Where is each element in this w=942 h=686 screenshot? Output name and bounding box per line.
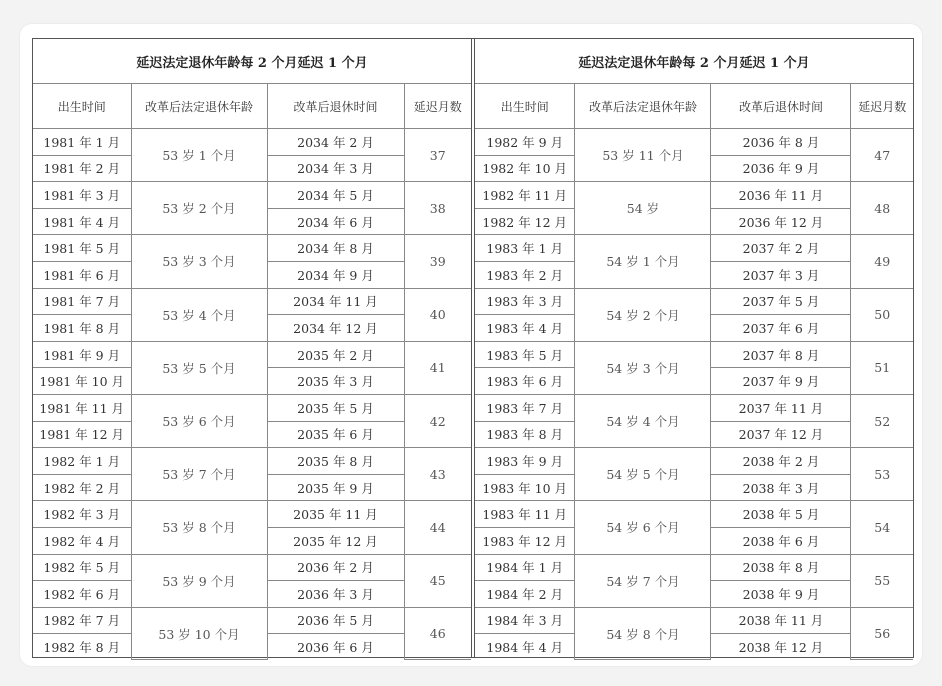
retirement-age-cell: 54 岁 7 个月 (575, 554, 711, 607)
table-row (475, 394, 913, 421)
delay-months-cell: 43 (404, 448, 471, 501)
birth-time-cell: 1981 年 6 月 (33, 261, 131, 288)
birth-time-cell: 1982 年 9 月 (475, 129, 575, 156)
retirement-age-cell: 53 岁 10 个月 (131, 607, 267, 660)
birth-time-cell: 1981 年 10 月 (33, 368, 131, 395)
birth-time-cell: 1982 年 10 月 (475, 155, 575, 182)
birth-time-cell: 1983 年 11 月 (475, 501, 575, 528)
retirement-age-cell: 53 岁 4 个月 (131, 288, 267, 341)
retirement-time-cell: 2038 年 11 月 (711, 607, 851, 634)
delay-months-cell: 52 (851, 394, 913, 447)
retirement-time-cell: 2036 年 11 月 (711, 182, 851, 209)
retirement-age-cell: 54 岁 (575, 182, 711, 235)
retirement-time-cell: 2038 年 5 月 (711, 501, 851, 528)
retirement-age-cell: 53 岁 8 个月 (131, 501, 267, 554)
birth-time-cell: 1981 年 11 月 (33, 394, 131, 421)
delay-months-cell: 51 (851, 341, 913, 394)
birth-time-cell: 1981 年 1 月 (33, 129, 131, 156)
birth-time-cell: 1981 年 4 月 (33, 208, 131, 235)
retirement-age-cell: 54 岁 4 个月 (575, 394, 711, 447)
delay-months-cell: 53 (851, 448, 913, 501)
birth-time-cell: 1981 年 2 月 (33, 155, 131, 182)
retirement-time-cell: 2038 年 8 月 (711, 554, 851, 581)
left-table-title: 延迟法定退休年龄每 2 个月延迟 1 个月 (33, 39, 471, 84)
delay-months-cell: 49 (851, 235, 913, 288)
retirement-time-cell: 2036 年 2 月 (267, 554, 404, 581)
birth-time-cell: 1981 年 5 月 (33, 235, 131, 262)
retirement-time-cell: 2035 年 3 月 (267, 368, 404, 395)
retirement-age-cell: 54 岁 1 个月 (575, 235, 711, 288)
retirement-age-cell: 54 岁 8 个月 (575, 607, 711, 660)
delay-months-cell: 38 (404, 182, 471, 235)
birth-time-header: 出生时间 (33, 84, 131, 129)
birth-time-cell: 1981 年 9 月 (33, 341, 131, 368)
birth-time-cell: 1982 年 6 月 (33, 581, 131, 608)
retirement-time-cell: 2037 年 6 月 (711, 315, 851, 342)
birth-time-cell: 1981 年 3 月 (33, 182, 131, 209)
delay-months-cell: 46 (404, 607, 471, 660)
table-row (475, 182, 913, 209)
birth-time-cell: 1984 年 3 月 (475, 607, 575, 634)
left-table (33, 39, 471, 660)
birth-time-cell: 1984 年 1 月 (475, 554, 575, 581)
retirement-time-cell: 2035 年 11 月 (267, 501, 404, 528)
birth-time-cell: 1983 年 10 月 (475, 474, 575, 501)
retirement-time-cell: 2034 年 3 月 (267, 155, 404, 182)
retirement-time-cell: 2038 年 2 月 (711, 448, 851, 475)
retirement-time-cell: 2035 年 12 月 (267, 527, 404, 554)
retirement-age-header: 改革后法定退休年龄 (131, 84, 267, 129)
retirement-time-cell: 2037 年 3 月 (711, 261, 851, 288)
retirement-time-cell: 2037 年 8 月 (711, 341, 851, 368)
retirement-time-cell: 2036 年 6 月 (267, 634, 404, 660)
retirement-age-cell: 53 岁 9 个月 (131, 554, 267, 607)
retirement-age-cell: 54 岁 2 个月 (575, 288, 711, 341)
birth-time-cell: 1983 年 5 月 (475, 341, 575, 368)
birth-time-cell: 1983 年 4 月 (475, 315, 575, 342)
birth-time-cell: 1983 年 2 月 (475, 261, 575, 288)
birth-time-cell: 1983 年 7 月 (475, 394, 575, 421)
delay-months-header: 延迟月数 (404, 84, 471, 129)
retirement-time-cell: 2038 年 9 月 (711, 581, 851, 608)
retirement-time-cell: 2035 年 5 月 (267, 394, 404, 421)
birth-time-cell: 1983 年 9 月 (475, 448, 575, 475)
table-row (33, 288, 471, 315)
table-row (475, 607, 913, 634)
birth-time-cell: 1983 年 3 月 (475, 288, 575, 315)
delay-months-cell: 39 (404, 235, 471, 288)
retirement-age-cell: 54 岁 3 个月 (575, 341, 711, 394)
retirement-time-cell: 2035 年 6 月 (267, 421, 404, 448)
table-row (475, 288, 913, 315)
birth-time-header: 出生时间 (475, 84, 575, 129)
delay-months-cell: 47 (851, 129, 913, 182)
retirement-age-header: 改革后法定退休年龄 (575, 84, 711, 129)
delay-months-header: 延迟月数 (851, 84, 913, 129)
retirement-time-cell: 2036 年 3 月 (267, 581, 404, 608)
retirement-time-cell: 2034 年 6 月 (267, 208, 404, 235)
right-table (475, 39, 913, 660)
table-row (475, 341, 913, 368)
table-row (33, 554, 471, 581)
table-row (475, 448, 913, 475)
delay-months-cell: 41 (404, 341, 471, 394)
table-row (33, 607, 471, 634)
delay-months-cell: 44 (404, 501, 471, 554)
birth-time-cell: 1982 年 8 月 (33, 634, 131, 660)
birth-time-cell: 1982 年 12 月 (475, 208, 575, 235)
table-row (33, 448, 471, 475)
retirement-age-cell: 53 岁 3 个月 (131, 235, 267, 288)
retirement-time-cell: 2034 年 12 月 (267, 315, 404, 342)
birth-time-cell: 1981 年 8 月 (33, 315, 131, 342)
birth-time-cell: 1983 年 1 月 (475, 235, 575, 262)
retirement-age-cell: 54 岁 5 个月 (575, 448, 711, 501)
retirement-age-cell: 53 岁 7 个月 (131, 448, 267, 501)
retirement-time-cell: 2038 年 3 月 (711, 474, 851, 501)
retirement-time-cell: 2037 年 5 月 (711, 288, 851, 315)
retirement-time-cell: 2034 年 5 月 (267, 182, 404, 209)
table-row (33, 341, 471, 368)
retirement-time-cell: 2036 年 8 月 (711, 129, 851, 156)
table-row (33, 182, 471, 209)
table-row (475, 129, 913, 156)
retirement-time-cell: 2035 年 8 月 (267, 448, 404, 475)
table-row (475, 501, 913, 528)
birth-time-cell: 1982 年 11 月 (475, 182, 575, 209)
retirement-time-cell: 2034 年 11 月 (267, 288, 404, 315)
retirement-time-cell: 2038 年 6 月 (711, 527, 851, 554)
retirement-tables (32, 38, 914, 658)
birth-time-cell: 1983 年 12 月 (475, 527, 575, 554)
retirement-time-cell: 2034 年 2 月 (267, 129, 404, 156)
birth-time-cell: 1982 年 5 月 (33, 554, 131, 581)
retirement-time-header: 改革后退休时间 (711, 84, 851, 129)
birth-time-cell: 1981 年 12 月 (33, 421, 131, 448)
birth-time-cell: 1982 年 1 月 (33, 448, 131, 475)
birth-time-cell: 1982 年 2 月 (33, 474, 131, 501)
table-row (33, 129, 471, 156)
birth-time-cell: 1984 年 2 月 (475, 581, 575, 608)
birth-time-cell: 1983 年 8 月 (475, 421, 575, 448)
retirement-age-cell: 53 岁 1 个月 (131, 129, 267, 182)
table-row (475, 235, 913, 262)
retirement-age-cell: 53 岁 6 个月 (131, 394, 267, 447)
delay-months-cell: 56 (851, 607, 913, 660)
retirement-time-cell: 2036 年 9 月 (711, 155, 851, 182)
birth-time-cell: 1981 年 7 月 (33, 288, 131, 315)
birth-time-cell: 1982 年 7 月 (33, 607, 131, 634)
retirement-time-header: 改革后退休时间 (267, 84, 404, 129)
retirement-time-cell: 2037 年 9 月 (711, 368, 851, 395)
delay-months-cell: 37 (404, 129, 471, 182)
birth-time-cell: 1982 年 3 月 (33, 501, 131, 528)
retirement-time-cell: 2037 年 2 月 (711, 235, 851, 262)
birth-time-cell: 1982 年 4 月 (33, 527, 131, 554)
table-row (33, 501, 471, 528)
delay-months-cell: 45 (404, 554, 471, 607)
retirement-age-cell: 53 岁 11 个月 (575, 129, 711, 182)
retirement-time-cell: 2036 年 5 月 (267, 607, 404, 634)
right-table-title: 延迟法定退休年龄每 2 个月延迟 1 个月 (475, 39, 913, 84)
retirement-time-cell: 2035 年 2 月 (267, 341, 404, 368)
retirement-time-cell: 2037 年 11 月 (711, 394, 851, 421)
retirement-time-cell: 2035 年 9 月 (267, 474, 404, 501)
table-row (33, 235, 471, 262)
retirement-time-cell: 2034 年 9 月 (267, 261, 404, 288)
retirement-time-cell: 2034 年 8 月 (267, 235, 404, 262)
retirement-time-cell: 2036 年 12 月 (711, 208, 851, 235)
delay-months-cell: 50 (851, 288, 913, 341)
retirement-age-cell: 53 岁 5 个月 (131, 341, 267, 394)
delay-months-cell: 55 (851, 554, 913, 607)
table-row (33, 394, 471, 421)
delay-months-cell: 42 (404, 394, 471, 447)
table-row (475, 554, 913, 581)
birth-time-cell: 1983 年 6 月 (475, 368, 575, 395)
delay-months-cell: 54 (851, 501, 913, 554)
birth-time-cell: 1984 年 4 月 (475, 634, 575, 660)
delay-months-cell: 48 (851, 182, 913, 235)
retirement-time-cell: 2037 年 12 月 (711, 421, 851, 448)
delay-months-cell: 40 (404, 288, 471, 341)
retirement-age-cell: 53 岁 2 个月 (131, 182, 267, 235)
retirement-age-cell: 54 岁 6 个月 (575, 501, 711, 554)
retirement-time-cell: 2038 年 12 月 (711, 634, 851, 660)
